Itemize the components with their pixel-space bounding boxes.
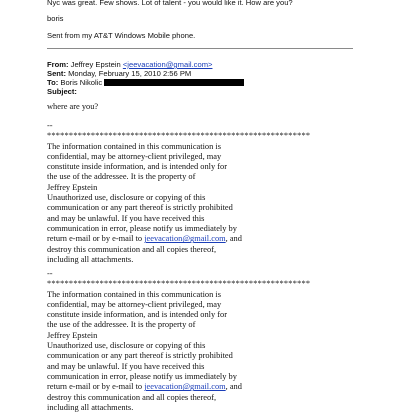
disclaimer-line: including all attachments. (47, 254, 134, 264)
disclaimer-line: including all attachments. (47, 402, 134, 412)
to-value: Boris Nikolic (60, 78, 103, 87)
return-prefix: return e-mail or by e-mail to (47, 234, 145, 244)
disclaimer-stars: ************************************************************ (47, 131, 311, 141)
prev-message-signature: boris (47, 14, 64, 23)
return-prefix: return e-mail or by e-mail to (47, 382, 145, 392)
disclaimer-line: the use of the addressee. It is the property of (47, 320, 196, 330)
disclaimer-line: communication or any part thereof is strictly prohibited (47, 203, 233, 213)
disclaimer-return-line (47, 382, 310, 392)
from-row (47, 60, 244, 69)
disclaimer-line: constitute inside information, and is intended only for (47, 162, 228, 172)
disclaimer-line: communication or any part thereof is strictly prohibited (47, 351, 233, 361)
disclaimer-line: constitute inside information, and is intended only for (47, 310, 228, 320)
disclaimer-dashes: -- (47, 269, 53, 278)
email-header (47, 60, 244, 96)
disclaimer-line: Jeffrey Epstein (47, 330, 98, 340)
disclaimer-line: the use of the addressee. It is the property of (47, 172, 196, 182)
prev-message-line: Nyc was great. Few shows. Lot of talent - you would like it. How are you? (47, 0, 293, 7)
header-divider (47, 48, 353, 49)
disclaimer-line: confidential, may be attorney-client privileged, may (47, 299, 222, 309)
disclaimer-dashes: -- (47, 121, 53, 130)
subject-label: Subject: (47, 87, 77, 96)
to-row (47, 78, 244, 87)
disclaimer-line: Unauthorized use, disclosure or copying of this (47, 341, 206, 351)
return-suffix: , and (225, 234, 242, 244)
disclaimer-line: communication in error, please notify us immediately by (47, 371, 237, 381)
from-label: From: (47, 60, 69, 69)
disclaimer-email-link[interactable]: jeevacation@gmail.com (144, 382, 226, 392)
disclaimer-return-line (47, 234, 310, 244)
redaction-bar (104, 79, 244, 86)
disclaimer-line: destroy this communication and all copies thereof, (47, 392, 217, 402)
sent-row (47, 69, 244, 78)
sent-value: Monday, February 15, 2010 2:56 PM (68, 69, 192, 78)
disclaimer-stars: ************************************************************ (47, 279, 311, 289)
sent-label: Sent: (47, 69, 66, 78)
return-suffix: , and (225, 382, 242, 392)
disclaimer-line: communication in error, please notify us immediately by (47, 223, 237, 233)
disclaimer-line: and may be unlawful. If you have received this (47, 361, 205, 371)
from-name: Jeffrey Epstein (70, 60, 121, 69)
disclaimer-line: Unauthorized use, disclosure or copying of this (47, 193, 206, 203)
from-email-link[interactable]: <jeevacation@gmail.com> (122, 60, 213, 69)
subject-row (47, 87, 244, 96)
prev-message-sent-from: Sent from my AT&T Windows Mobile phone. (47, 31, 196, 40)
email-body-text: where are you? (47, 102, 99, 111)
to-label: To: (47, 78, 59, 87)
disclaimer-line: and may be unlawful. If you have received this (47, 213, 205, 223)
disclaimer-line: The information contained in this communication is (47, 289, 221, 299)
disclaimer-email-link[interactable]: jeevacation@gmail.com (144, 234, 226, 244)
disclaimer-line: destroy this communication and all copies thereof, (47, 244, 217, 254)
disclaimer-line: confidential, may be attorney-client privileged, may (47, 151, 222, 161)
disclaimer-block-1 (47, 121, 310, 265)
disclaimer-line: The information contained in this communication is (47, 141, 221, 151)
disclaimer-block-2 (47, 269, 310, 413)
disclaimer-line: Jeffrey Epstein (47, 182, 98, 192)
